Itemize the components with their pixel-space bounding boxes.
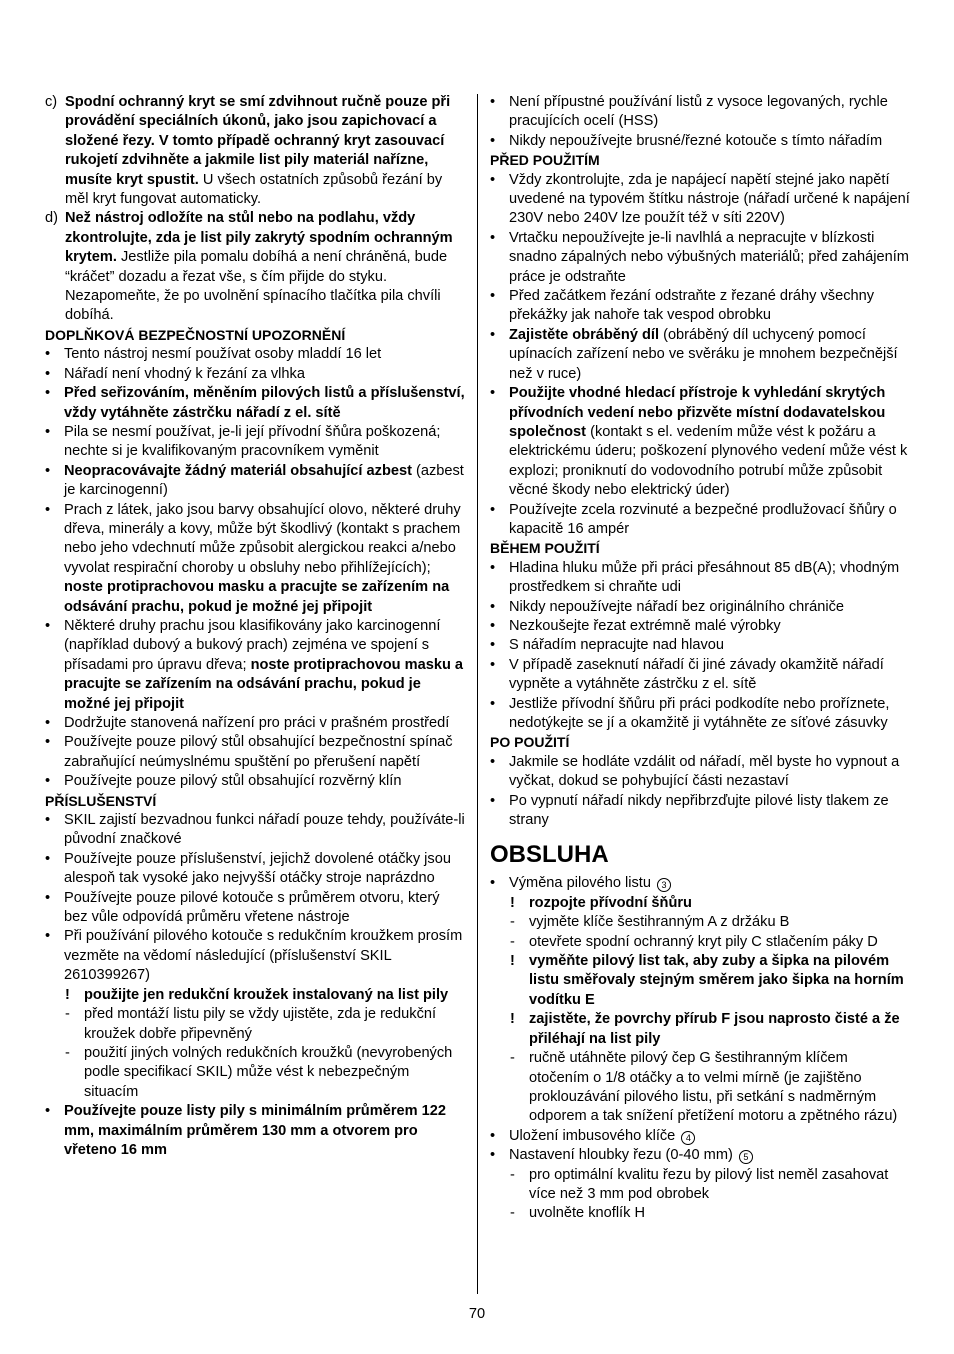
- bullet-item: [490, 792, 910, 831]
- bold-text: použijte jen redukční kroužek instalovaný na list pily: [84, 986, 449, 1003]
- list-marker: -: [510, 1166, 515, 1183]
- dash-item: [45, 1005, 465, 1044]
- body-text: (kontakt s el. vedením může vést k požáru a elektrickému úderu; poškození plynového vedení může vést k explozi; proniknutí do vodovodního potrubí může způsobit věcné škody nebo elektrický úder): [509, 423, 908, 499]
- bullet-item: [490, 384, 910, 500]
- list-marker: •: [45, 501, 51, 518]
- bullet-item: [45, 617, 465, 714]
- bullet-item: [45, 714, 465, 733]
- bullet-item: [490, 132, 910, 151]
- list-marker: •: [490, 94, 496, 110]
- body-text: pro optimální kvalitu řezu by pilový list neměl zasahovat více než 3 mm pod obrobek: [529, 1166, 889, 1202]
- section-heading: PŘÍSLUŠENSTVÍ: [45, 792, 157, 809]
- lettered-paragraph: [45, 209, 465, 325]
- bold-text: Spodní ochranný kryt se smí zdvihnout ručně pouze při provádění speciálních úkonů, jako jsou zapichovací a složené řezy. V tomto případě ochranný kryt zasouvací rukojetí zdvihněte a jakmile list pily materiál nařízne, musíte kryt spustit.: [65, 94, 451, 188]
- bullet-item: [490, 598, 910, 617]
- body-text: Používejte pouze pilové kotouče s průměrem otvoru, který bez vůle odpovídá průměru vřetene nástroje: [64, 889, 440, 926]
- list-marker: -: [65, 1044, 70, 1061]
- page-number: 70: [468, 1306, 486, 1322]
- list-marker: •: [45, 462, 51, 479]
- warning-item: [490, 894, 910, 913]
- bullet-item: [490, 171, 910, 229]
- bold-text: Použijte vhodné hledací přístroje k vyhledání skrytých přívodních vedení nebo přizvěte místní dodavatelskou společnost: [509, 385, 886, 440]
- body-text: S nářadím nepracujte nad hlavou: [509, 637, 724, 654]
- list-marker: •: [490, 501, 496, 518]
- list-marker: -: [510, 1050, 515, 1067]
- figure-reference-badge: 4: [681, 1131, 695, 1145]
- body-text: Při používání pilového kotouče s redukčním kroužkem prosím vezměte na vědomí následující (příslušenství SKIL 2610399267): [64, 928, 463, 984]
- body-text: Používejte pouze příslušenství, jejichž dovolené otáčky jsou alespoň tak vysoké jako nejvyšší otáčky stroje naprázdno: [64, 850, 451, 887]
- dash-item: [45, 1044, 465, 1102]
- body-text: Nastavení hloubky řezu (0-40 mm): [509, 1147, 733, 1164]
- list-marker: •: [490, 598, 496, 615]
- body-text: Není přípustné používání listů z vysoce legovaných, rychle pracujících ocelí (HSS): [509, 94, 888, 130]
- bold-text: noste protiprachovou masku a pracujte se zařízením na odsávání prachu, pokud je možné jej připojit: [64, 656, 464, 712]
- list-marker: •: [490, 695, 496, 712]
- bold-text: zajistěte, že povrchy přírub F jsou naprosto čisté a že přiléhají na list pily: [529, 1011, 900, 1047]
- list-marker: •: [45, 346, 51, 363]
- list-marker: •: [45, 423, 51, 440]
- bullet-item: [490, 695, 910, 734]
- section-title: OBSLUHA: [490, 841, 609, 869]
- body-text: (azbest je karcinogenní): [64, 462, 464, 499]
- bullet-item: [490, 753, 910, 792]
- body-text: Jestliže přívodní šňůru při práci podkodíte nebo proříznete, nedotýkejte se jí a okamžitě ji vytáhněte ze síťové zásuvky: [509, 695, 890, 731]
- body-text: ručně utáhněte pilový čep G šestihranným klíčem otočením o 1/8 otáčky a to velmi mírně (je zajištěno proklouzávání pilového listu, při setkání s nadměrným odporem a tak snížení přetížení motoru a zpětného rázu): [529, 1050, 898, 1125]
- lettered-paragraph: [45, 93, 465, 209]
- exclamation-marker: !: [510, 1011, 515, 1028]
- section-heading: PŘED POUŽITÍM: [490, 152, 600, 169]
- bullet-item: [45, 733, 465, 772]
- body-text: Jakmile se hodláte vzdálit od nářadí, měl byste ho vypnout a vyčkat, dokud se pohybující části nezastaví: [509, 753, 900, 790]
- body-text: Používejte pouze pilový stůl obsahující rozvěrný klín: [64, 773, 402, 790]
- list-marker: •: [490, 132, 496, 149]
- warning-item: [45, 986, 465, 1005]
- bullet-item: [45, 423, 465, 462]
- section-heading: DOPLŇKOVÁ BEZPEČNOSTNÍ UPOZORNĚNÍ: [45, 326, 346, 343]
- list-marker: •: [45, 715, 51, 731]
- left-column: [45, 93, 465, 1160]
- bold-text: Neopracovávajte žádný materiál obsahující azbest: [64, 462, 412, 479]
- list-marker: c): [45, 94, 58, 110]
- list-marker: •: [45, 889, 51, 906]
- bullet-item: [490, 1127, 910, 1146]
- list-marker: •: [45, 928, 51, 945]
- warning-item: [490, 952, 910, 1010]
- body-text: Výměna pilového listu: [509, 875, 651, 892]
- bold-text: Zajistěte obráběný díl: [509, 326, 660, 343]
- list-marker: •: [490, 656, 496, 673]
- body-text: Pila se nesmí používat, je-li její přívodní šňůra poškozená; nechte si je kvalifikovaným pracovníkem vyměnit: [64, 423, 441, 460]
- exclamation-marker: !: [510, 894, 515, 911]
- section-heading: PO POUŽITÍ: [490, 734, 570, 751]
- body-text: Některé druhy prachu jsou klasifikovány jako karcinogenní (například dubový a bukový prach) zejména ve spojení s přísadami pro úpravu dřeva;: [64, 617, 441, 673]
- bold-text: vyměňte pilový list tak, aby zuby a šipka na pilovém listu směřovaly stejným směrem jako šipka na horním vodítku E: [529, 953, 904, 1008]
- body-text: Nářadí není vhodný k řezání za vlhka: [64, 365, 305, 382]
- list-marker: •: [490, 559, 496, 576]
- list-marker: •: [45, 365, 51, 382]
- body-text: Uložení imbusového klíče: [509, 1127, 676, 1144]
- list-marker: •: [45, 734, 51, 751]
- bullet-item: [490, 93, 910, 132]
- list-marker: •: [490, 326, 496, 343]
- list-marker: •: [490, 1147, 496, 1164]
- bullet-item: [45, 462, 465, 501]
- bullet-item: [490, 326, 910, 384]
- list-marker: -: [65, 1006, 70, 1023]
- list-marker: •: [490, 288, 496, 305]
- body-text: Hladina hluku může při práci přesáhnout 85 dB(A); vhodným prostředkem si chraňte udi: [509, 559, 900, 596]
- figure-reference-badge: 3: [657, 878, 671, 892]
- list-marker: d): [45, 210, 58, 227]
- dash-item: [490, 933, 910, 952]
- body-text: otevřete spodní ochranný kryt pily C stlačením páky D: [529, 933, 878, 950]
- body-text: Nezkoušejte řezat extrémně malé výrobky: [509, 617, 781, 634]
- list-marker: •: [45, 850, 51, 867]
- body-text: Dodržujte stanovená nařízení pro práci v prašném prostředí: [64, 715, 450, 731]
- bullet-item: [490, 636, 910, 655]
- bullet-item: [490, 1146, 910, 1165]
- body-text: Před začátkem řezání odstraňte z řezané dráhy všechny překážky jak nahoře tak vespod obrobku: [509, 288, 875, 324]
- body-text: Vždy zkontrolujte, zda je napájecí napětí stejné jako napětí uvedené na typovém štítku nástroje (nářadí určené k napájení 230V nebo 240V lze použít též v síti 220V): [509, 171, 910, 227]
- list-marker: •: [45, 617, 51, 634]
- body-text: Tento nástroj nesmí používat osoby mladdí 16 let: [64, 346, 382, 363]
- list-marker: •: [490, 637, 496, 654]
- bullet-item: [45, 345, 465, 364]
- bullet-item: [490, 559, 910, 598]
- list-marker: •: [490, 1127, 496, 1144]
- body-text: Prach z látek, jako jsou barvy obsahující olovo, některé druhy dřeva, minerály a kovy, může být škodlivý (kontakt s prachem nebo jeho vdechnutí může způsobit alergickou reakci a/nebo vyvolat respirační choroby u obsluhy nebo přihlížejících);: [64, 501, 461, 576]
- body-text: uvolněte knoflík H: [529, 1205, 646, 1222]
- list-marker: •: [490, 171, 496, 188]
- list-marker: •: [45, 1103, 51, 1120]
- dash-item: [490, 1166, 910, 1205]
- bullet-item: [490, 229, 910, 287]
- list-marker: •: [45, 812, 51, 829]
- dash-item: [490, 913, 910, 932]
- body-text: Používejte zcela rozvinuté a bezpečné prodlužovací šňůry o kapacitě 16 ampér: [509, 501, 897, 537]
- body-text: (obráběný díl uchycený pomocí upínacích zařízení nebo ve svěráku je mnohem bezpečnější než v ruce): [509, 326, 898, 382]
- bullet-item: [45, 365, 465, 384]
- bullet-item: [490, 656, 910, 695]
- body-text: Jestliže pila pomalu dobíhá a není chráněná, bude “kráčet” dozadu a řezat vše, s čím přijde do styku. Nezapomeňte, že po uvolnění spínacího tlačítka pila chvíli dobíhá.: [65, 249, 448, 324]
- body-text: před montáží listu pily se vždy ujistěte, zda je redukční kroužek dobře připevněný: [84, 1006, 437, 1042]
- list-marker: •: [45, 773, 51, 790]
- list-marker: •: [45, 385, 51, 402]
- list-marker: •: [490, 385, 496, 402]
- bullet-item: [45, 889, 465, 928]
- body-text: U všech ostatních způsobů řezání by měl kryt fungovat automaticky.: [65, 171, 443, 208]
- list-marker: •: [490, 792, 496, 809]
- bullet-item: [45, 927, 465, 985]
- list-marker: •: [490, 875, 496, 892]
- body-text: vyjměte klíče šestihranným A z držáku B: [529, 914, 790, 931]
- bullet-item: [490, 874, 910, 893]
- body-text: Používejte pouze pilový stůl obsahující bezpečnostní spínač zabraňující neúmyslnému spuštění po přerušení napětí: [64, 734, 453, 770]
- figure-reference-badge: 5: [739, 1150, 753, 1164]
- exclamation-marker: !: [510, 953, 515, 970]
- list-marker: -: [510, 1205, 515, 1222]
- dash-item: [490, 1204, 910, 1223]
- dash-item: [490, 1049, 910, 1127]
- bold-text: Používejte pouze listy pily s minimálním průměrem 122 mm, maximálním průměrem 130 mm a otvorem pro vřeteno 16 mm: [64, 1103, 446, 1158]
- body-text: Nikdy nepoužívejte nářadí bez originálního chrániče: [509, 598, 845, 615]
- bold-text: Před seřizováním, měněním pilových listů a příslušenství, vždy vytáhněte zástrčku nářadí z el. sítě: [64, 385, 465, 421]
- bullet-item: [490, 501, 910, 540]
- bullet-item: [45, 384, 465, 423]
- body-text: V případě zaseknutí nářadí či jiné závady okamžitě nářadí vypněte a vytáhněte zástrčku z el. sítě: [509, 656, 884, 693]
- bullet-item: [45, 772, 465, 791]
- list-marker: •: [490, 753, 496, 770]
- warning-item: [490, 1010, 910, 1049]
- bullet-item: [45, 850, 465, 889]
- column-divider: [477, 94, 478, 1294]
- body-text: Po vypnutí nářadí nikdy nepřibrzďujte pilové listy tlakem ze strany: [509, 792, 889, 829]
- body-text: SKIL zajistí bezvadnou funkci nářadí pouze tehdy, používáte-li původní značkové: [64, 812, 465, 848]
- body-text: Vrtačku nepoužívejte je-li navlhlá a nepracujte v blízkosti snadno zápalných nebo výbušných materiálů; před zahájením práce je odstraňte: [509, 229, 909, 285]
- bullet-item: [45, 811, 465, 850]
- section-heading: BĚHEM POUŽITÍ: [490, 540, 600, 557]
- list-marker: -: [510, 933, 515, 950]
- bullet-item: [45, 501, 465, 617]
- right-column: [490, 93, 910, 1224]
- list-marker: •: [490, 229, 496, 246]
- body-text: Nikdy nepoužívejte brusné/řezné kotouče s tímto nářadím: [509, 132, 883, 149]
- list-marker: •: [490, 617, 496, 634]
- bold-text: Než nástroj odložíte na stůl nebo na podlahu, vždy zkontrolujte, zda je list pily zakrytý spodním ochranným krytem.: [65, 210, 453, 266]
- list-marker: -: [510, 914, 515, 931]
- bullet-item: [490, 287, 910, 326]
- body-text: použití jiných volných redukčních kroužků (nevyrobených podle specifikací SKIL) může vést k nebezpečným situacím: [84, 1044, 453, 1100]
- bold-text: rozpojte přívodní šňůru: [529, 894, 692, 911]
- bullet-item: [45, 1102, 465, 1160]
- bold-text: noste protiprachovou masku a pracujte se zařízením na odsávání prachu, pokud je možné jej připojit: [64, 579, 450, 615]
- bullet-item: [490, 617, 910, 636]
- exclamation-marker: !: [65, 986, 70, 1003]
